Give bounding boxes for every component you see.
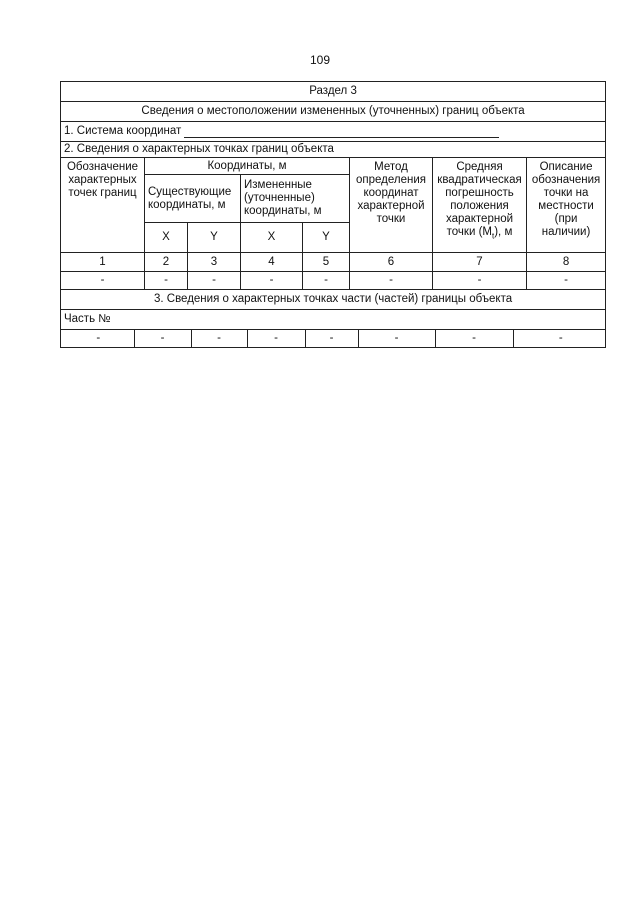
boundary-points-table	[60, 81, 606, 348]
table-cell: -	[145, 272, 188, 290]
column-number: 2	[145, 253, 188, 272]
points-section-label: 2. Сведения о характерных точках границ объекта	[61, 142, 606, 158]
table-cell: -	[350, 272, 433, 290]
header-method: Метод определения координат характерной точки	[350, 158, 433, 253]
header-coordinates: Координаты, м	[145, 158, 350, 175]
table-cell: -	[435, 330, 513, 347]
column-number: 6	[350, 253, 433, 272]
section-title: Раздел 3	[61, 82, 606, 102]
table-cell: -	[241, 272, 303, 290]
header-error-text: Средняя квадратическая погрешность положения характерной точки (M	[437, 161, 522, 238]
header-error	[433, 158, 527, 253]
column-number: 7	[433, 253, 527, 272]
table-cell: -	[358, 330, 435, 347]
table-cell: -	[191, 330, 247, 347]
part-label: Часть №	[61, 310, 606, 330]
page-number: 109	[309, 53, 331, 67]
table-cell: -	[558, 332, 563, 344]
part-section-label: 3. Сведения о характерных точках части (частей) границы объекта	[61, 290, 606, 310]
header-designation: Обозначение характерных точек границ	[61, 158, 145, 253]
table-cell: -	[247, 330, 305, 347]
table-cell: -	[433, 272, 527, 290]
table-cell: -	[303, 272, 350, 290]
part-row	[61, 330, 606, 348]
header-existing-x: X	[145, 223, 188, 253]
header-description: Описание обозначения точки на местности (при наличии)	[527, 158, 606, 253]
table-cell: -	[527, 272, 606, 290]
header-error-sub: t	[491, 231, 495, 241]
table-cell: -	[61, 272, 145, 290]
section-subtitle: Сведения о местоположении измененных (уточненных) границ объекта	[61, 102, 606, 122]
column-number: 1	[61, 253, 145, 272]
table-cell: -	[305, 330, 358, 347]
coordinate-system-row	[61, 122, 606, 142]
column-number: 4	[241, 253, 303, 272]
table-cell: -	[134, 330, 191, 347]
coordinate-system-label: 1. Система координат	[64, 125, 182, 137]
header-updated-y: Y	[303, 223, 350, 253]
column-number: 5	[303, 253, 350, 272]
header-existing-coordinates: Существующие координаты, м	[145, 175, 241, 223]
table-cell: -	[188, 272, 241, 290]
header-error-tail: ), м	[494, 226, 513, 238]
header-existing-y: Y	[188, 223, 241, 253]
column-number: 3	[188, 253, 241, 272]
header-updated-x: X	[241, 223, 303, 253]
coordinate-system-field[interactable]	[184, 126, 499, 138]
column-number: 8	[527, 253, 606, 272]
table-cell: -	[63, 330, 134, 347]
header-updated-coordinates: Измененные (уточненные) координаты, м	[241, 175, 350, 223]
